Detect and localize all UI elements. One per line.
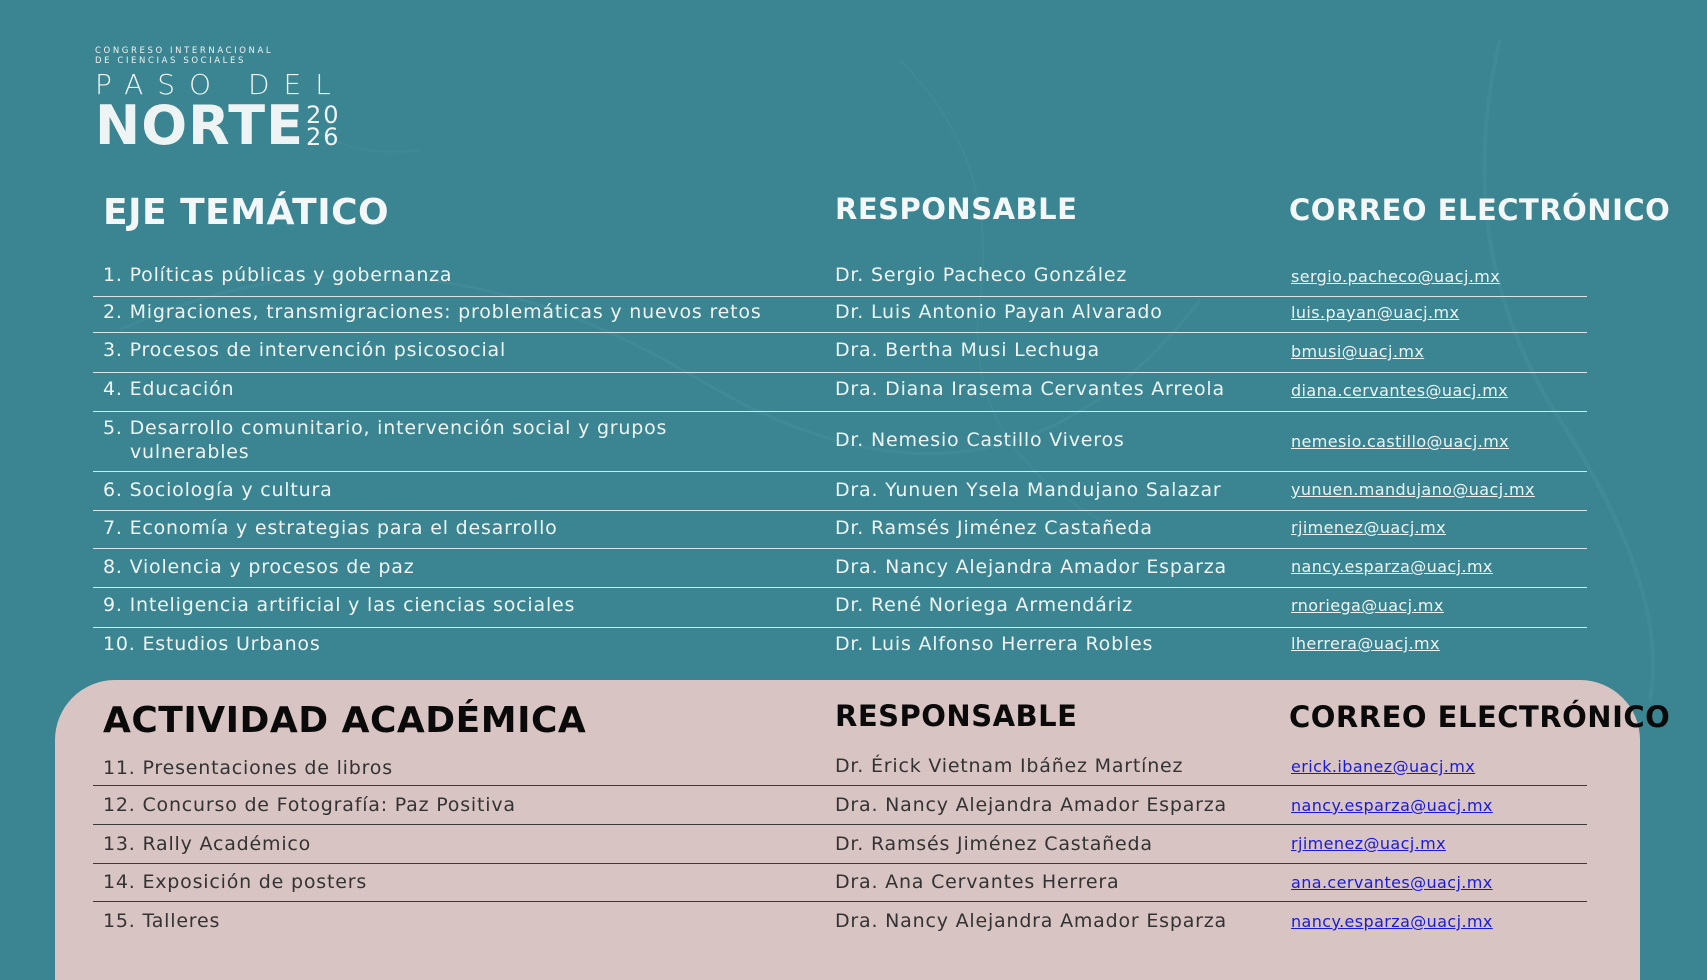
row-responsible: Dr. Ramsés Jiménez Castañeda bbox=[835, 833, 1153, 855]
row-topic-continued: vulnerables bbox=[130, 441, 250, 463]
row-email-link[interactable]: sergio.pacheco@uacj.mx bbox=[1291, 267, 1501, 286]
row-email-link[interactable]: yunuen.mandujano@uacj.mx bbox=[1291, 480, 1535, 499]
logo-year-top: 20 bbox=[305, 101, 341, 129]
logo-year bbox=[305, 101, 341, 151]
row-responsible: Dr. Luis Antonio Payan Alvarado bbox=[835, 301, 1163, 323]
row-divider bbox=[93, 548, 1587, 549]
row-responsible: Dra. Nancy Alejandra Amador Esparza bbox=[835, 556, 1227, 578]
row-email-link[interactable]: diana.cervantes@uacj.mx bbox=[1291, 381, 1509, 400]
row-responsible: Dra. Nancy Alejandra Amador Esparza bbox=[835, 794, 1227, 816]
row-divider bbox=[93, 863, 1587, 864]
row-divider bbox=[93, 332, 1587, 333]
row-email-link[interactable]: lherrera@uacj.mx bbox=[1291, 634, 1440, 653]
row-divider bbox=[93, 372, 1587, 373]
row-responsible: Dr. René Noriega Armendáriz bbox=[835, 594, 1134, 616]
row-email-link[interactable]: ana.cervantes@uacj.mx bbox=[1291, 873, 1493, 892]
row-topic: 2. Migraciones, transmigraciones: problemáticas y nuevos retos bbox=[103, 301, 762, 323]
row-email-link[interactable]: nancy.esparza@uacj.mx bbox=[1291, 796, 1493, 815]
logo-year-bottom: 26 bbox=[305, 123, 341, 151]
row-divider bbox=[93, 510, 1587, 511]
row-email-link[interactable]: nemesio.castillo@uacj.mx bbox=[1291, 432, 1510, 451]
row-divider bbox=[93, 901, 1587, 902]
logo-line-3: PASO DEL bbox=[95, 68, 345, 101]
row-topic: 9. Inteligencia artificial y las ciencias sociales bbox=[103, 594, 576, 616]
section1-header-email: CORREO ELECTRÓNICO bbox=[1289, 193, 1671, 227]
row-responsible: Dr. Érick Vietnam Ibáñez Martínez bbox=[835, 755, 1184, 777]
row-email-link[interactable]: nancy.esparza@uacj.mx bbox=[1291, 557, 1493, 576]
row-topic: 5. Desarrollo comunitario, intervención social y grupos bbox=[103, 417, 668, 439]
row-divider bbox=[93, 627, 1587, 628]
row-responsible: Dr. Nemesio Castillo Viveros bbox=[835, 429, 1125, 451]
congress-logo bbox=[95, 46, 345, 157]
row-divider bbox=[93, 296, 1587, 297]
row-topic: 8. Violencia y procesos de paz bbox=[103, 556, 415, 578]
logo-wordmark bbox=[95, 94, 345, 157]
row-activity: 15. Talleres bbox=[103, 910, 221, 932]
row-divider bbox=[93, 824, 1587, 825]
row-responsible: Dr. Sergio Pacheco González bbox=[835, 264, 1128, 286]
row-divider bbox=[93, 471, 1587, 472]
row-email-link[interactable]: nancy.esparza@uacj.mx bbox=[1291, 912, 1493, 931]
row-email-link[interactable]: rnoriega@uacj.mx bbox=[1291, 596, 1444, 615]
row-responsible: Dra. Diana Irasema Cervantes Arreola bbox=[835, 378, 1225, 400]
row-topic: 1. Políticas públicas y gobernanza bbox=[103, 264, 453, 286]
row-responsible: Dra. Ana Cervantes Herrera bbox=[835, 871, 1120, 893]
logo-line-4: NORTE bbox=[95, 94, 304, 157]
row-email-link[interactable]: rjimenez@uacj.mx bbox=[1291, 834, 1447, 853]
section2-header-responsible: RESPONSABLE bbox=[835, 699, 1078, 733]
row-topic: 6. Sociología y cultura bbox=[103, 479, 333, 501]
section2-header-email: CORREO ELECTRÓNICO bbox=[1289, 700, 1671, 734]
row-topic: 10. Estudios Urbanos bbox=[103, 633, 321, 655]
row-divider bbox=[93, 411, 1587, 412]
row-email-link[interactable]: luis.payan@uacj.mx bbox=[1291, 303, 1460, 322]
row-email-link[interactable]: erick.ibanez@uacj.mx bbox=[1291, 757, 1476, 776]
row-responsible: Dra. Nancy Alejandra Amador Esparza bbox=[835, 910, 1227, 932]
row-responsible: Dr. Ramsés Jiménez Castañeda bbox=[835, 517, 1153, 539]
row-activity: 14. Exposición de posters bbox=[103, 871, 368, 893]
row-divider bbox=[93, 785, 1587, 786]
row-activity: 11. Presentaciones de libros bbox=[103, 757, 393, 779]
logo-line-2: DE CIENCIAS SOCIALES bbox=[95, 56, 246, 66]
row-responsible: Dr. Luis Alfonso Herrera Robles bbox=[835, 633, 1154, 655]
row-email-link[interactable]: rjimenez@uacj.mx bbox=[1291, 518, 1447, 537]
row-responsible: Dra. Yunuen Ysela Mandujano Salazar bbox=[835, 479, 1222, 501]
logo-line-1: CONGRESO INTERNACIONAL bbox=[95, 46, 274, 56]
row-email-link[interactable]: bmusi@uacj.mx bbox=[1291, 342, 1425, 361]
section1-header-responsible: RESPONSABLE bbox=[835, 192, 1078, 226]
row-topic: 3. Procesos de intervención psicosocial bbox=[103, 339, 507, 361]
row-divider bbox=[93, 587, 1587, 588]
section2-header-activity: ACTIVIDAD ACADÉMICA bbox=[103, 700, 587, 741]
row-activity: 12. Concurso de Fotografía: Paz Positiva bbox=[103, 794, 516, 816]
row-topic: 7. Economía y estrategias para el desarrollo bbox=[103, 517, 558, 539]
row-activity: 13. Rally Académico bbox=[103, 833, 312, 855]
row-topic: 4. Educación bbox=[103, 378, 235, 400]
section1-header-topic: EJE TEMÁTICO bbox=[103, 192, 390, 233]
row-responsible: Dra. Bertha Musi Lechuga bbox=[835, 339, 1100, 361]
